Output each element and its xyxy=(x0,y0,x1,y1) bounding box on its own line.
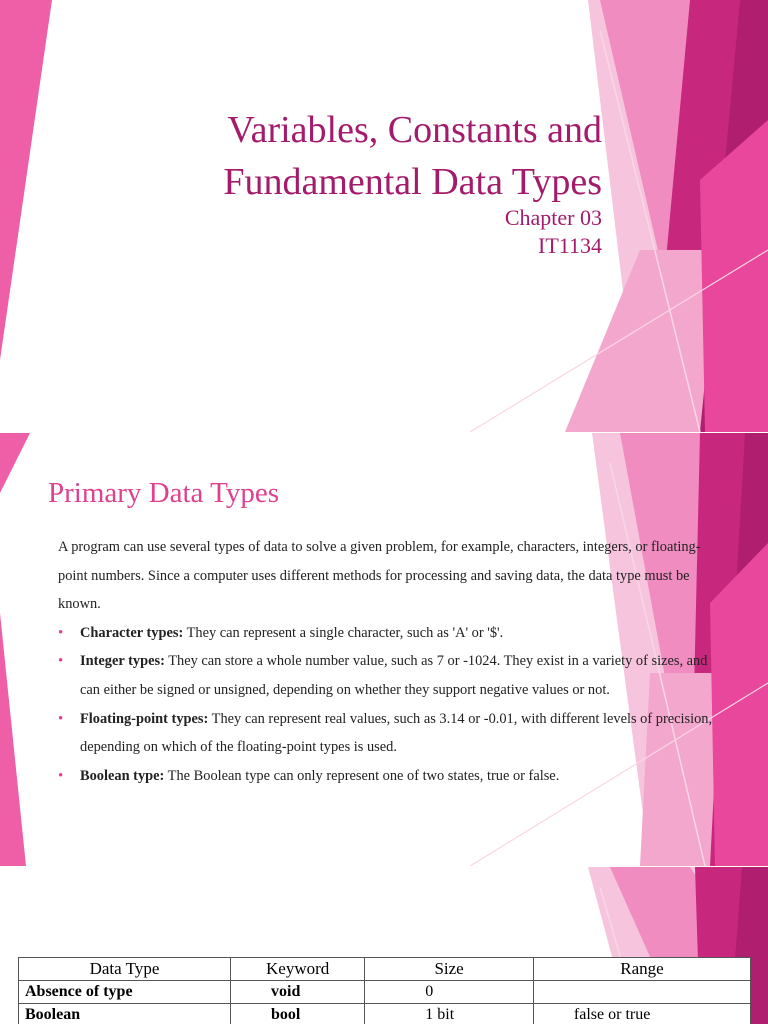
data-type-table-slide xyxy=(0,867,768,1024)
cell-data-type: Boolean xyxy=(19,1004,231,1024)
list-item-text: They can represent a single character, such as 'A' or '$'. xyxy=(183,624,504,641)
section-content xyxy=(58,533,730,790)
list-item-text: They can represent real values, such as 3.14 or -0.01, with different levels of precision, depending on which of the floating-point types is used. xyxy=(80,710,713,756)
table-row xyxy=(19,981,751,1004)
header-data-type: Data Type xyxy=(19,958,231,981)
chapter-label: Chapter 03 xyxy=(504,205,602,230)
list-item xyxy=(58,705,730,762)
right-lower-shape xyxy=(565,250,718,432)
header-range: Range xyxy=(533,958,750,981)
list-item xyxy=(58,762,730,791)
title-slide-decoration xyxy=(0,0,768,432)
intro-paragraph: A program can use several types of data to solve a given problem, for example, characters, integers, or floating-point numbers. Since a computer uses different methods for processing and saving data, the data type must be known. xyxy=(58,539,701,613)
cell-range: false or true xyxy=(533,1004,750,1024)
title-line-1: Variables, Constants and xyxy=(227,109,602,151)
list-item xyxy=(58,619,730,648)
cell-range xyxy=(533,981,750,1004)
cell-size: 1 bit xyxy=(365,1004,534,1024)
left-top-accent xyxy=(0,433,30,493)
list-item-term: Integer types: xyxy=(80,653,165,670)
course-code: IT1134 xyxy=(538,233,602,258)
data-type-table xyxy=(18,957,751,1024)
primary-data-types-slide xyxy=(0,433,768,866)
header-keyword: Keyword xyxy=(231,958,365,981)
table-row xyxy=(19,1004,751,1024)
slide-title xyxy=(223,104,602,208)
left-accent-shape xyxy=(0,0,52,360)
list-item-text: The Boolean type can only represent one of two states, true or false. xyxy=(164,767,560,784)
section-heading: Primary Data Types xyxy=(48,477,279,509)
list-item-term: Floating-point types: xyxy=(80,710,209,727)
header-size: Size xyxy=(365,958,534,981)
cell-keyword: bool xyxy=(231,1004,365,1024)
list-item-term: Boolean type: xyxy=(80,767,165,784)
cell-data-type: Absence of type xyxy=(19,981,231,1004)
title-line-2: Fundamental Data Types xyxy=(223,161,602,203)
list-item xyxy=(58,647,730,704)
title-slide xyxy=(0,0,768,432)
left-bottom-accent xyxy=(0,613,26,866)
cell-size: 0 xyxy=(365,981,534,1004)
data-type-list xyxy=(58,619,730,791)
table-header-row xyxy=(19,958,751,981)
slide-subtitle xyxy=(505,204,602,260)
list-item-term: Character types: xyxy=(80,624,184,641)
cell-keyword: void xyxy=(231,981,365,1004)
list-item-text: They can store a whole number value, such as 7 or -1024. They exist in a variety of sizes, and can either be signed or unsigned, depending on whether they support negative values or not. xyxy=(80,653,708,698)
